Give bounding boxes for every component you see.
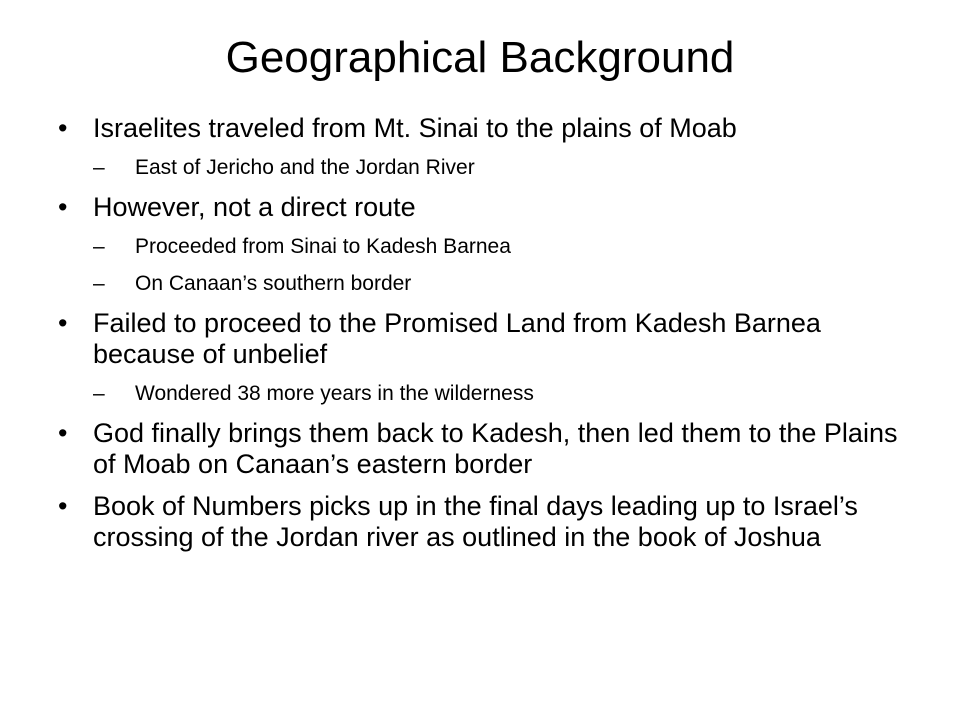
sub-bullet-item	[93, 234, 918, 260]
dash-icon: –	[93, 156, 105, 179]
sub-bullet-list	[93, 381, 918, 407]
bullet-item	[58, 308, 918, 407]
bullet-dot-icon: •	[58, 308, 68, 338]
sub-bullet-text: East of Jericho and the Jordan River	[135, 156, 475, 179]
bullet-text: However, not a direct route	[93, 192, 416, 222]
bullet-text: Book of Numbers picks up in the final days leading up to Israel’s crossing of the Jordan river as outlined in the book of Joshua	[93, 491, 858, 552]
slide-title: Geographical Background	[225, 33, 735, 82]
sub-bullet-list	[93, 155, 918, 181]
bullet-text: Failed to proceed to the Promised Land from Kadesh Barnea because of unbelief	[93, 308, 821, 369]
bullet-dot-icon: •	[58, 418, 68, 448]
bullet-item	[58, 113, 918, 181]
bullet-list	[58, 113, 918, 553]
sub-bullet-text: Proceeded from Sinai to Kadesh Barnea	[135, 235, 511, 258]
bullet-dot-icon: •	[58, 192, 68, 222]
sub-bullet-list	[93, 234, 918, 297]
dash-icon: –	[93, 272, 105, 295]
sub-bullet-item	[93, 271, 918, 297]
sub-bullet-text: On Canaan’s southern border	[135, 272, 412, 295]
dash-icon: –	[93, 382, 105, 405]
bullet-item	[58, 192, 918, 297]
bullet-item	[58, 491, 918, 553]
sub-bullet-text: Wondered 38 more years in the wilderness	[135, 382, 534, 405]
bullet-item	[58, 418, 918, 480]
sub-bullet-item	[93, 381, 918, 407]
bullet-text: God finally brings them back to Kadesh, then led them to the Plains of Moab on Canaan’s eastern border	[93, 418, 898, 479]
bullet-text: Israelites traveled from Mt. Sinai to the plains of Moab	[93, 113, 737, 143]
bullet-dot-icon: •	[58, 113, 68, 143]
sub-bullet-item	[93, 155, 918, 181]
bullet-dot-icon: •	[58, 491, 68, 521]
dash-icon: –	[93, 235, 105, 258]
